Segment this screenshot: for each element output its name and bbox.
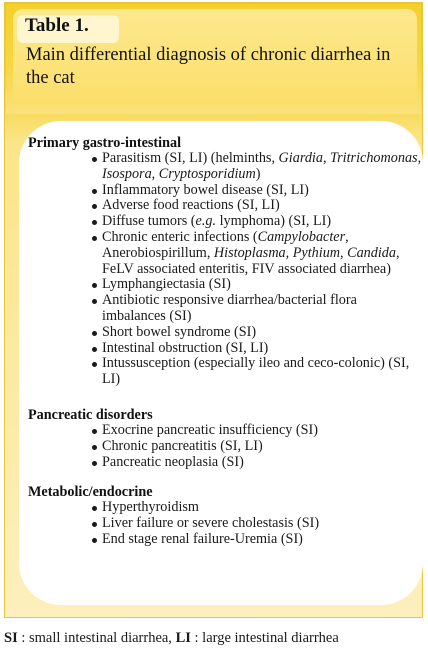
item-text: Parasitism (SI, LI) (helminths, Giardia, Tritrichomonas, Isospora, Cryptosporidium) — [102, 150, 422, 182]
footnote-li-abbr: LI — [175, 630, 191, 646]
table-card — [4, 2, 423, 618]
list-item — [91, 214, 424, 230]
section-heading-pancreatic-disorders: Pancreatic disorders — [28, 407, 153, 423]
list-item: Inflammatory bowel disease (SI, LI) — [91, 183, 424, 199]
list-primary-gastro-intestinal — [91, 151, 424, 388]
list-item: Pancreatic neoplasia (SI) — [91, 455, 424, 471]
list-item: Intestinal obstruction (SI, LI) — [91, 341, 424, 357]
item-text: Chronic enteric infections (Campylobacter, Anerobiospirillum, Histoplasma, Pythium, Candida, FeLV associated enteritis, FIV associated diarrhea) — [102, 228, 400, 277]
list-item: Antibiotic responsive diarrhea/bacterial flora imbalances (SI) — [91, 293, 424, 325]
list-item: Short bowel syndrome (SI) — [91, 325, 424, 341]
list-item: Hyperthyroidism — [91, 500, 424, 516]
table-label: Table 1. — [25, 15, 89, 36]
table-title: Main differential diagnosis of chronic diarrhea in the cat — [26, 45, 391, 88]
list-item: Chronic pancreatitis (SI, LI) — [91, 439, 424, 455]
section-heading-metabolic-endocrine: Metabolic/endocrine — [28, 484, 153, 500]
list-item: Exocrine pancreatic insufficiency (SI) — [91, 423, 424, 439]
footnote-li-text: : large intestinal diarrhea — [190, 630, 339, 646]
section-heading-primary-gastro-intestinal: Primary gastro-intestinal — [28, 135, 182, 151]
list-item: Intussusception (especially ileo and ceco-colonic) (SI, LI) — [91, 356, 424, 388]
item-text: Diffuse tumors (e.g. lymphoma) (SI, LI) — [102, 213, 332, 230]
list-item: Adverse food reactions (SI, LI) — [91, 198, 424, 214]
list-item: End stage renal failure-Uremia (SI) — [91, 532, 424, 548]
footnote — [4, 630, 339, 647]
list-item: Lymphangiectasia (SI) — [91, 277, 424, 293]
list-pancreatic-disorders — [91, 423, 424, 470]
footnote-si-abbr: SI — [4, 630, 18, 646]
list-item — [91, 230, 424, 277]
footnote-si-text: : small intestinal diarrhea, — [17, 630, 176, 646]
list-metabolic-endocrine — [91, 500, 424, 547]
list-item — [91, 151, 424, 183]
list-item: Liver failure or severe cholestasis (SI) — [91, 516, 424, 532]
